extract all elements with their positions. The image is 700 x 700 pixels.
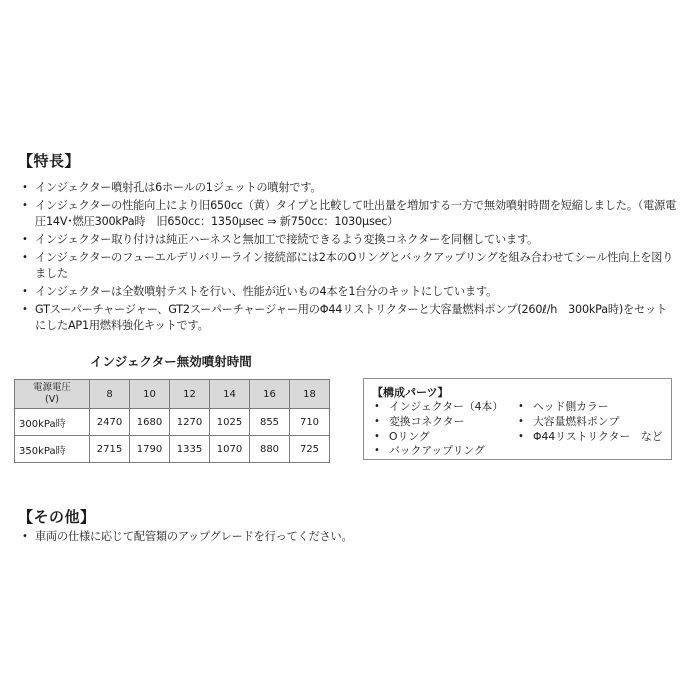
table-cell: 2715 (90, 436, 130, 463)
table-cell: 1790 (130, 436, 170, 463)
part-item: • 変換コネクター (372, 415, 503, 430)
voltage-column-header: 10 (130, 380, 170, 409)
other-heading: 【その他】 (18, 508, 96, 526)
voltage-column-header: 18 (290, 380, 330, 409)
feature-item: • インジェクターのフューエルデリバリーライン接続部には2本のOリングとバックアップリングを組み合わせてシール性向上を図りました (22, 250, 677, 282)
other-list (22, 529, 677, 547)
voltage-column-header: 14 (210, 380, 250, 409)
table-header-row (15, 380, 330, 409)
table-row (15, 409, 330, 436)
voltage-column-header: 16 (250, 380, 290, 409)
table-cell: 880 (250, 436, 290, 463)
parts-list-left (372, 400, 503, 459)
part-item: • 大容量燃料ポンプ (516, 415, 663, 430)
timing-table-title: インジェクター無効噴射時間 (90, 354, 252, 369)
feature-item: • インジェクターの性能向上により旧650cc（黄）タイプと比較して吐出量を増加する一方で無効噴射時間を短縮しました。（電源電圧14V･燃圧300kPa時 旧650cc：1350μsec ⇒ 新750cc：1030μsec） (22, 198, 677, 230)
pressure-label: 350kPa時 (15, 436, 90, 463)
parts-title: 【構成パーツ】 (372, 386, 449, 399)
part-item: • Φ44リストリクター など (516, 430, 663, 445)
feature-item: • インジェクターは全数噴射テストを行い、性能が近いもの4本を1台分のキットにしています。 (22, 284, 677, 300)
part-item: • ヘッド側カラー (516, 400, 663, 415)
parts-list-right (516, 400, 663, 444)
table-cell: 1070 (210, 436, 250, 463)
pressure-label: 300kPa時 (15, 409, 90, 436)
table-cell: 1680 (130, 409, 170, 436)
other-item: • 車両の仕様に応じて配管類のアップグレードを行ってください。 (22, 529, 677, 545)
part-item: • バックアップリング (372, 444, 503, 459)
feature-item: • インジェクター取り付けは純正ハーネスと無加工で接続できるよう変換コネクターを同梱しています。 (22, 232, 677, 248)
table-cell: 2470 (90, 409, 130, 436)
voltage-label: 電源電圧 (32, 382, 71, 393)
table-cell: 725 (290, 436, 330, 463)
part-item: • インジェクター（4本） (372, 400, 503, 415)
feature-item: • インジェクター噴射孔は6ホールの1ジェットの噴射です。 (22, 180, 677, 196)
table-cell: 1270 (170, 409, 210, 436)
table-cell: 1335 (170, 436, 210, 463)
voltage-column-header: 8 (90, 380, 130, 409)
part-item: • Oリング (372, 430, 503, 445)
table-cell: 1025 (210, 409, 250, 436)
voltage-unit: (V) (45, 394, 59, 405)
feature-item: • GTスーパーチャージャー、GT2スーパーチャージャー用のΦ44リストリクターと大容量燃料ポンプ(260ℓ/h 300kPa時)をセットにしたAP1用燃料強化キットです。 (22, 302, 677, 334)
features-heading: 【特長】 (18, 152, 81, 170)
injector-timing-table (14, 379, 330, 463)
parts-box (363, 378, 672, 460)
table-row (15, 436, 330, 463)
table-cell: 855 (250, 409, 290, 436)
voltage-column-header: 12 (170, 380, 210, 409)
features-list (22, 180, 677, 336)
table-cell: 710 (290, 409, 330, 436)
voltage-header-cell (15, 380, 90, 409)
